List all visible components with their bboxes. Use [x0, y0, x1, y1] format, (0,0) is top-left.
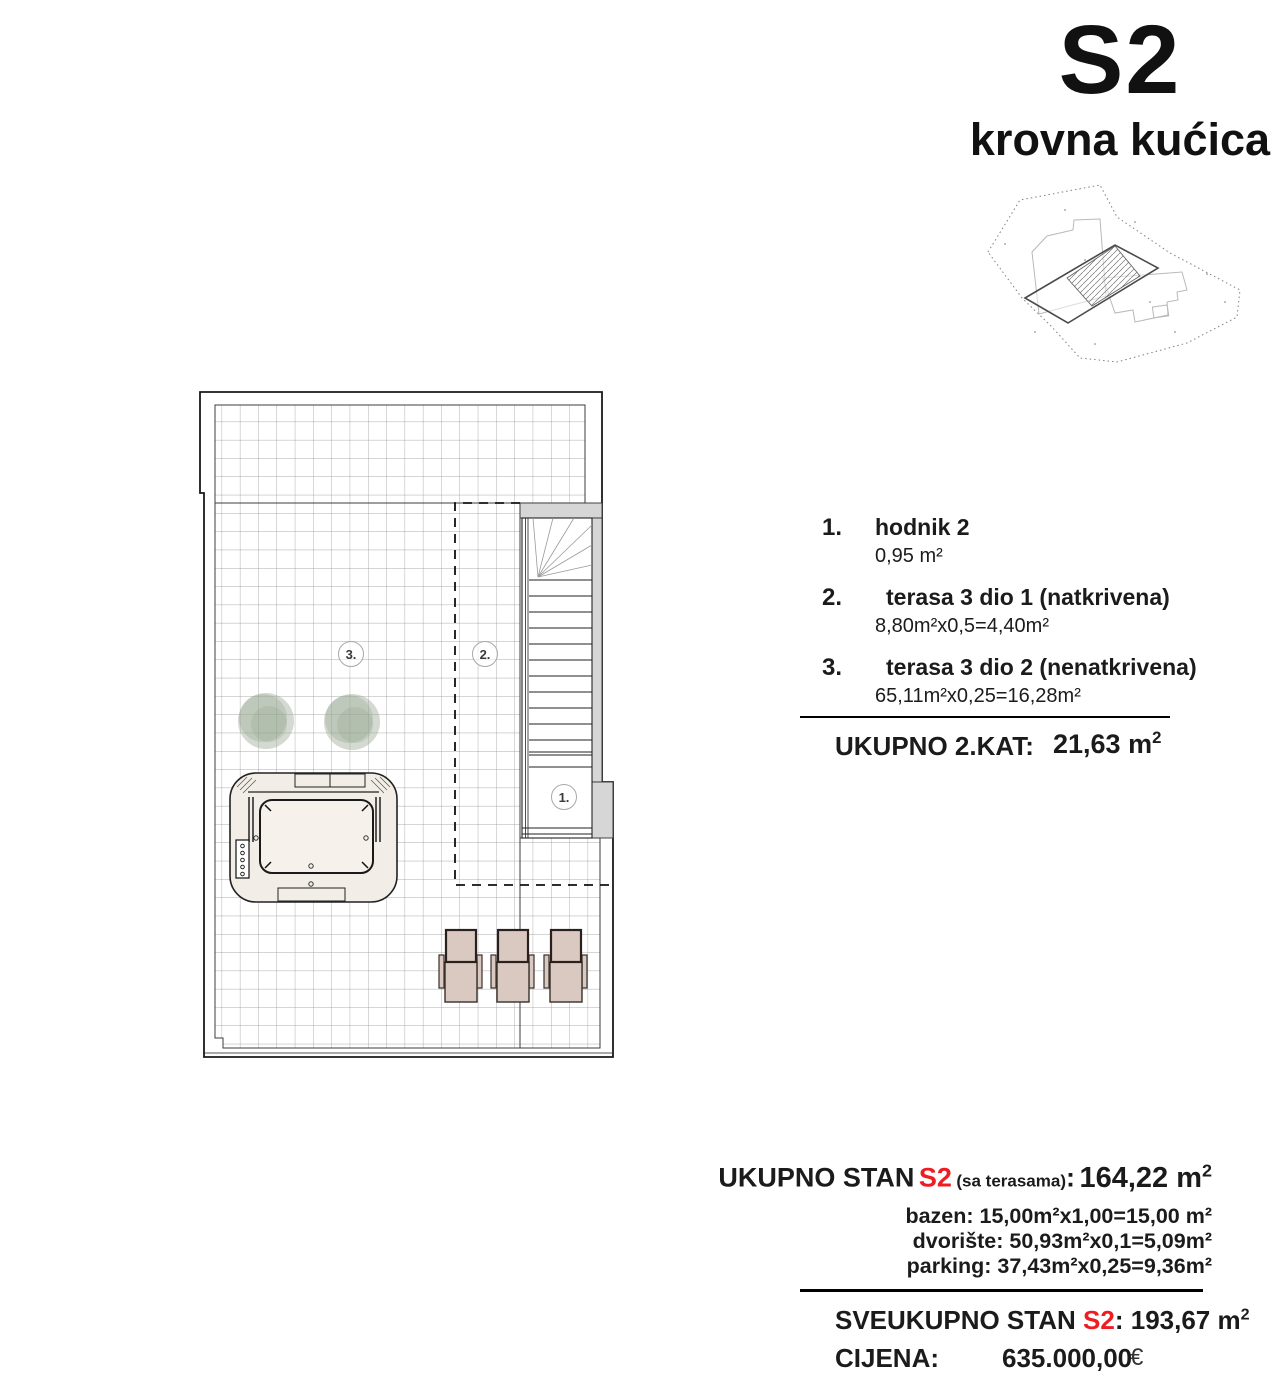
unit-code-red: S2	[1083, 1305, 1115, 1335]
room-area: 0,95 m²	[875, 545, 943, 567]
apartment-total-label: UKUPNO STAN	[718, 1162, 915, 1193]
unit-subtitle: krovna kućica	[969, 114, 1271, 166]
tree	[324, 694, 380, 750]
unit-footprint	[1025, 245, 1158, 323]
apartment-total-block	[700, 1160, 1212, 1279]
tree	[238, 693, 294, 749]
terraces-note: (sa terasama)	[956, 1171, 1066, 1191]
room-list	[822, 514, 1232, 724]
price-value: 635.000,00	[1002, 1343, 1133, 1373]
grand-total-line	[835, 1305, 1250, 1336]
room-area: 8,80m²x0,5=4,40m²	[875, 615, 1049, 637]
price-label: CIJENA:	[835, 1343, 940, 1373]
floor-total-label: UKUPNO 2.KAT:	[835, 731, 1034, 761]
extra-pool: bazen: 15,00m²x1,00=15,00 m²	[905, 1203, 1212, 1228]
lounger	[439, 930, 482, 1002]
extras-list	[700, 1204, 1212, 1279]
jacuzzi	[230, 773, 397, 902]
room-name: hodnik 2	[875, 514, 970, 540]
site-plan-sketch	[975, 182, 1255, 387]
extra-yard: dvorište: 50,93m²x0,1=5,09m²	[912, 1228, 1212, 1253]
grand-total-number: 193,67 m	[1130, 1305, 1241, 1335]
colon: :	[1114, 1305, 1124, 1335]
extra-parking: parking: 37,43m²x0,25=9,36m²	[906, 1253, 1212, 1278]
room-number: 2.	[822, 584, 843, 611]
divider-line	[800, 1289, 1203, 1292]
room-area: 65,11m²x0,25=16,28m²	[875, 685, 1081, 707]
area-label-3	[339, 642, 364, 667]
currency-symbol: €	[1130, 1344, 1144, 1371]
control-panel	[236, 840, 249, 878]
grand-total-value	[1131, 1305, 1250, 1335]
lounger	[544, 930, 587, 1002]
apartment-total-number: 164,22 m	[1079, 1161, 1202, 1194]
area-label-2	[473, 642, 498, 667]
list-item	[822, 514, 1232, 568]
floor-total-number: 21,63 m	[1053, 729, 1153, 759]
room-name: terasa 3 dio 2 (nenatkrivena)	[886, 654, 1197, 680]
svg-text:2.: 2.	[479, 647, 491, 662]
unit-code-red: S2	[918, 1162, 952, 1193]
floor-total-value	[1053, 728, 1161, 760]
superscript: 2	[1240, 1305, 1250, 1324]
lounger	[491, 930, 534, 1002]
room-number: 3.	[822, 654, 843, 681]
divider-line	[800, 716, 1170, 718]
svg-text:3.: 3.	[345, 647, 357, 662]
floor-plan	[185, 385, 645, 1075]
superscript: 2	[1152, 728, 1162, 747]
colon: :	[1066, 1162, 1075, 1193]
list-item	[822, 584, 1232, 638]
area-label-1	[552, 785, 577, 810]
list-item	[822, 654, 1232, 708]
unit-code: S2	[1058, 5, 1182, 114]
superscript: 2	[1202, 1160, 1212, 1180]
grand-total-label: SVEUKUPNO STAN	[835, 1305, 1076, 1335]
svg-text:1.: 1.	[558, 790, 570, 805]
apartment-total-value	[1079, 1162, 1212, 1194]
room-name: terasa 3 dio 1 (natkrivena)	[886, 584, 1170, 610]
title-block	[965, 5, 1275, 166]
room-number: 1.	[822, 514, 843, 541]
apartment-total-line	[700, 1160, 1212, 1195]
